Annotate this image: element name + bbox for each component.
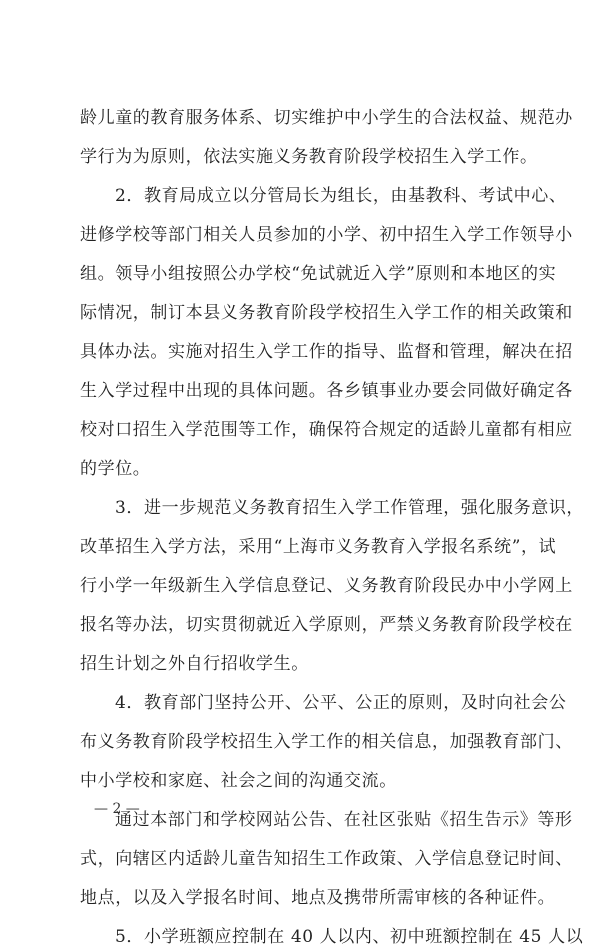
text-line: 具体办法。实施对招生入学工作的指导、监督和管理，解决在招: [80, 342, 573, 362]
text-line: 地点，以及入学报名时间、地点及携带所需审核的各种证件。: [80, 888, 556, 908]
text-line: 生入学过程中出现的具体问题。各乡镇事业办要会同做好确定各: [80, 381, 573, 401]
text-line: 4．教育部门坚持公开、公平、公正的原则，及时向社会公: [115, 693, 567, 713]
text-line: 龄儿童的教育服务体系、切实维护中小学生的合法权益、规范办: [80, 108, 573, 128]
text-line: 3．进一步规范义务教育招生入学工作管理，强化服务意识，: [115, 498, 585, 518]
text-line: 校对口招生入学范围等工作，确保符合规定的适龄儿童都有相应: [80, 420, 573, 440]
text-line: 布义务教育阶段学校招生入学工作的相关信息，加强教育部门、: [80, 732, 573, 752]
text-line: 际情况，制订本县义务教育阶段学校招生入学工作的相关政策和: [80, 303, 573, 323]
page-number: — 2 —: [94, 801, 140, 817]
text-line: 进修学校等部门相关人员参加的小学、初中招生入学工作领导小: [80, 225, 573, 245]
text-line: 5．小学班额应控制在 40 人以内、初中班额控制在 45 人以: [115, 927, 584, 947]
text-line: 的学位。: [80, 459, 151, 479]
text-line: 2．教育局成立以分管局长为组长，由基教科、考试中心、: [115, 186, 567, 206]
text-line: 学行为为原则，依法实施义务教育阶段学校招生入学工作。: [80, 147, 538, 167]
text-line: 行小学一年级新生入学信息登记、义务教育阶段民办中小学网上: [80, 576, 573, 596]
text-line: 改革招生入学方法，采用“上海市义务教育入学报名系统”，试: [80, 537, 557, 557]
text-line: 报名等办法，切实贯彻就近入学原则，严禁义务教育阶段学校在: [80, 615, 573, 635]
text-line: 中小学校和家庭、社会之间的沟通交流。: [80, 771, 397, 791]
text-line: 式，向辖区内适龄儿童告知招生工作政策、入学信息登记时间、: [80, 849, 573, 869]
text-line: 组。领导小组按照公办学校“免试就近入学”原则和本地区的实: [80, 264, 557, 284]
text-line: 通过本部门和学校网站公告、在社区张贴《招生告示》等形: [115, 810, 573, 830]
text-line: 招生计划之外自行招收学生。: [80, 654, 309, 674]
